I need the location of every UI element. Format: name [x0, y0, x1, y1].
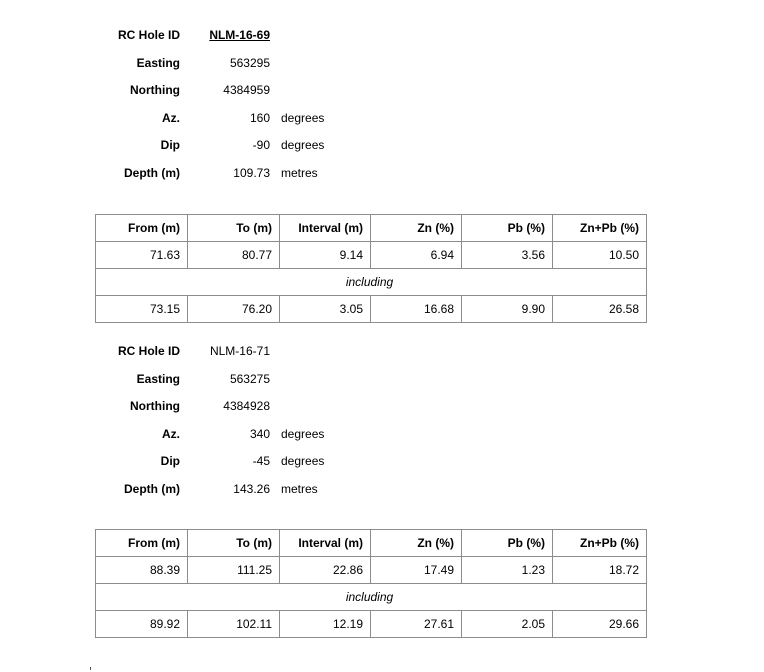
dip-row [0, 136, 400, 154]
northing-row [0, 81, 400, 99]
cell-interval: 9.14 [280, 242, 371, 269]
depth-label: Depth (m) [124, 165, 180, 180]
cell-to: 80.77 [188, 242, 280, 269]
northing-row [0, 397, 400, 415]
hole-2-assay-table [95, 529, 647, 638]
cell-pb: 1.23 [462, 557, 553, 584]
page-edge-mark [90, 667, 91, 670]
header-to: To (m) [188, 215, 280, 242]
depth-value: 109.73 [233, 165, 270, 180]
depth-label: Depth (m) [124, 481, 180, 496]
hole-id-label: RC Hole ID [117, 344, 180, 358]
table-header-row [96, 215, 647, 242]
table-row [96, 611, 647, 638]
cell-znpb: 18.72 [553, 557, 647, 584]
hole-1-assay-table [95, 214, 647, 323]
cell-pb: 2.05 [462, 611, 553, 638]
cell-zn: 16.68 [371, 296, 462, 323]
azimuth-value: 160 [249, 110, 270, 125]
depth-unit: metres [281, 165, 318, 180]
table-row [96, 242, 647, 269]
dip-row [0, 452, 400, 470]
cell-to: 111.25 [188, 557, 280, 584]
cell-znpb: 29.66 [553, 611, 647, 638]
azimuth-unit: degrees [281, 110, 325, 125]
easting-row [0, 370, 400, 388]
cell-interval: 12.19 [280, 611, 371, 638]
table-row [96, 296, 647, 323]
header-zn: Zn (%) [371, 215, 462, 242]
hole-id-value: NLM-16-71 [209, 344, 270, 358]
cell-interval: 22.86 [280, 557, 371, 584]
header-zn: Zn (%) [371, 530, 462, 557]
azimuth-unit: degrees [281, 426, 325, 441]
hole-id-row [0, 342, 400, 360]
azimuth-value: 340 [249, 426, 270, 441]
header-to: To (m) [188, 530, 280, 557]
cell-znpb: 10.50 [553, 242, 647, 269]
header-znpb: Zn+Pb (%) [553, 530, 647, 557]
cell-znpb: 26.58 [553, 296, 647, 323]
including-row [96, 269, 647, 296]
dip-label: Dip [160, 454, 180, 468]
dip-unit: degrees [281, 138, 325, 152]
cell-pb: 9.90 [462, 296, 553, 323]
depth-value: 143.26 [233, 481, 270, 496]
hole-id-row [0, 26, 400, 44]
cell-zn: 17.49 [371, 557, 462, 584]
dip-value: -45 [252, 454, 270, 468]
hole-id-value: NLM-16-69 [209, 28, 270, 42]
cell-zn: 6.94 [371, 242, 462, 269]
cell-to: 102.11 [188, 611, 280, 638]
dip-unit: degrees [281, 454, 325, 468]
cell-from: 88.39 [96, 557, 188, 584]
northing-label: Northing [130, 83, 180, 97]
hole-id-label: RC Hole ID [117, 28, 180, 42]
table-row [96, 557, 647, 584]
northing-label: Northing [130, 399, 180, 413]
northing-value: 4384928 [223, 399, 270, 413]
header-interval: Interval (m) [280, 215, 371, 242]
depth-unit: metres [281, 481, 318, 496]
easting-label: Easting [136, 55, 180, 70]
easting-row [0, 54, 400, 72]
easting-value: 563275 [229, 371, 270, 386]
cell-zn: 27.61 [371, 611, 462, 638]
depth-row [0, 480, 400, 498]
cell-from: 89.92 [96, 611, 188, 638]
table-header-row [96, 530, 647, 557]
dip-label: Dip [160, 138, 180, 152]
header-znpb: Zn+Pb (%) [553, 215, 647, 242]
easting-label: Easting [136, 371, 180, 386]
cell-from: 71.63 [96, 242, 188, 269]
cell-from: 73.15 [96, 296, 188, 323]
header-from: From (m) [96, 215, 188, 242]
cell-pb: 3.56 [462, 242, 553, 269]
azimuth-row [0, 109, 400, 127]
header-pb: Pb (%) [462, 215, 553, 242]
azimuth-row [0, 425, 400, 443]
dip-value: -90 [252, 138, 270, 152]
header-from: From (m) [96, 530, 188, 557]
cell-to: 76.20 [188, 296, 280, 323]
easting-value: 563295 [229, 55, 270, 70]
including-label: including [96, 269, 647, 296]
northing-value: 4384959 [223, 83, 270, 97]
depth-row [0, 164, 400, 182]
cell-interval: 3.05 [280, 296, 371, 323]
header-pb: Pb (%) [462, 530, 553, 557]
header-interval: Interval (m) [280, 530, 371, 557]
including-label: including [96, 584, 647, 611]
azimuth-label: Az. [162, 110, 180, 125]
including-row [96, 584, 647, 611]
azimuth-label: Az. [162, 426, 180, 441]
